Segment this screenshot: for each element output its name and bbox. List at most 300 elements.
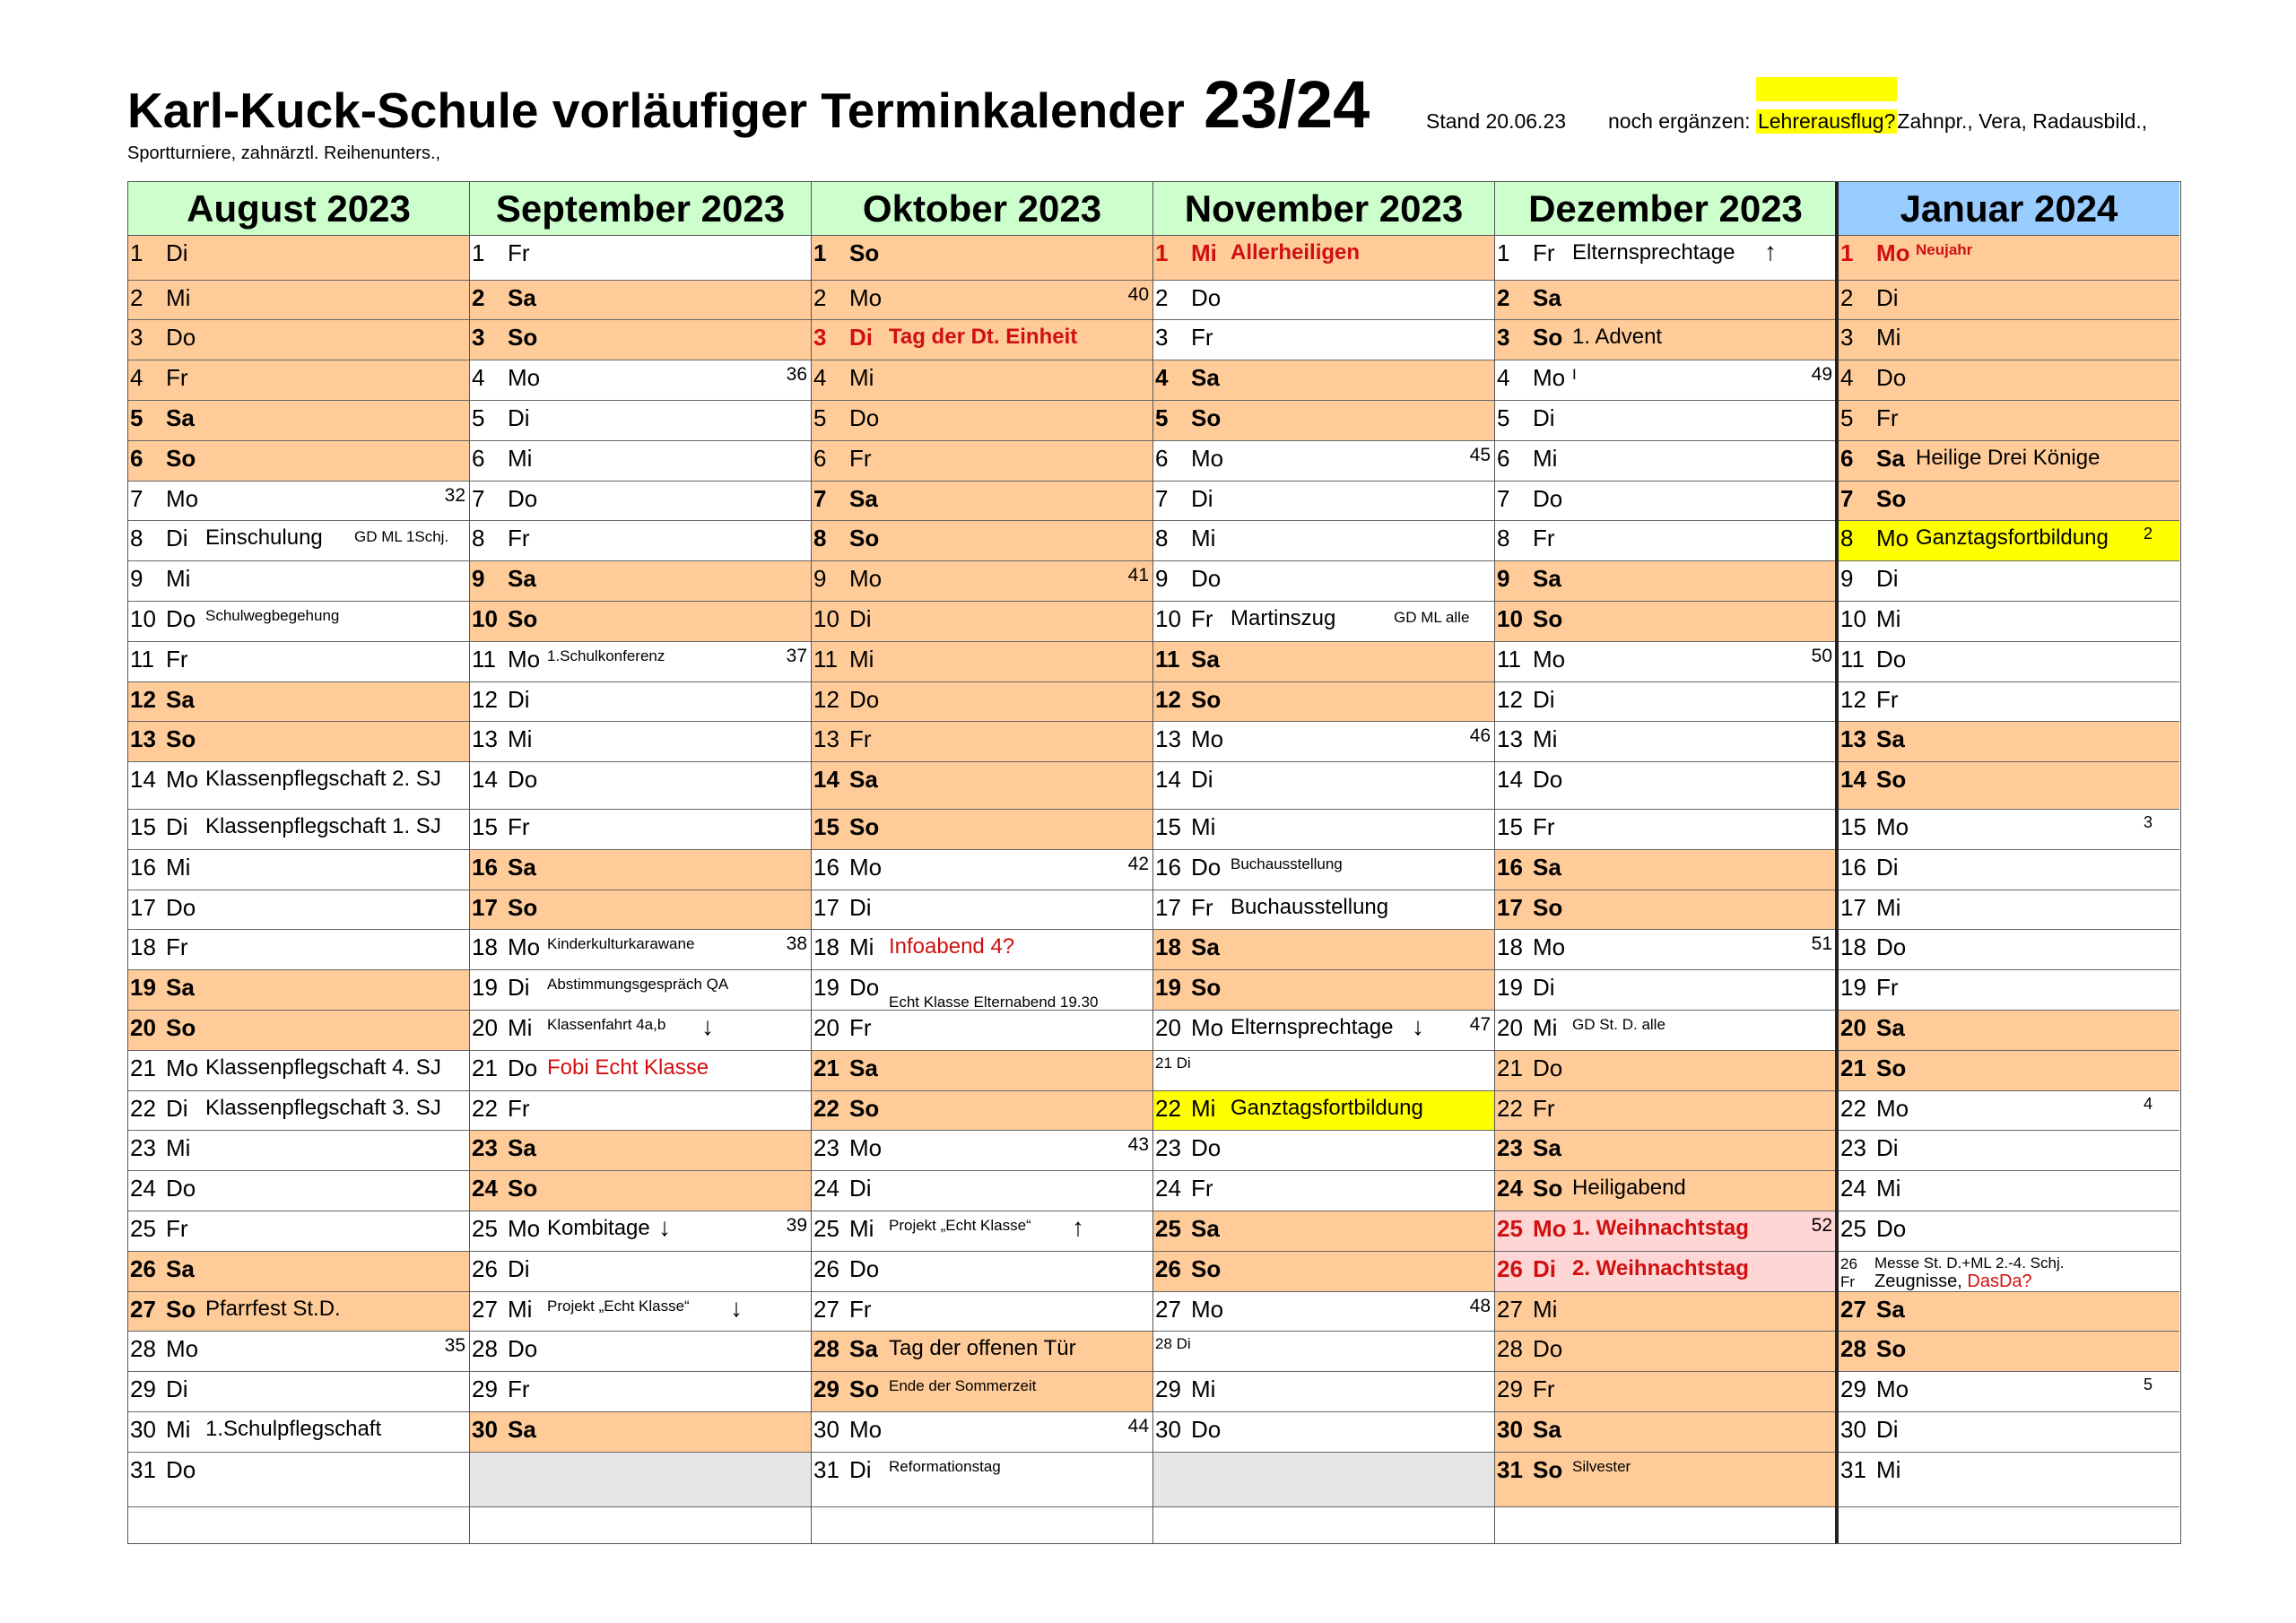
- day-number: 15: [130, 812, 156, 840]
- weekday-label: Fr: [1533, 525, 1555, 552]
- day-row: [1153, 1091, 1494, 1132]
- weekday-label: Di: [1876, 283, 1899, 311]
- day-number: 10: [813, 604, 839, 632]
- weekday-label: Mi: [1876, 893, 1901, 921]
- day-row: [128, 642, 469, 682]
- weekday-label: Mi: [1876, 324, 1901, 352]
- weekday-label: Do: [1191, 1134, 1222, 1162]
- day-row: [1495, 1412, 1836, 1453]
- day-row: [1153, 970, 1494, 1011]
- day-number: 24: [472, 1175, 498, 1202]
- day-row: [1495, 890, 1836, 931]
- weekday-label: So: [166, 725, 196, 753]
- day-number: 15: [472, 812, 498, 840]
- day-number: 13: [130, 725, 156, 753]
- page-title: [127, 67, 1370, 142]
- day-row: [1153, 401, 1494, 441]
- arrow-down-icon: ↓: [701, 1011, 714, 1040]
- weekday-label: Fr: [1191, 893, 1213, 921]
- event-text: Kinderkulturkarawane: [547, 935, 695, 953]
- day-number: 20: [1155, 1013, 1181, 1041]
- event-note: GD ML 1Schj.: [354, 528, 449, 546]
- day-number: 9: [1497, 565, 1510, 593]
- day-row: [1153, 1011, 1494, 1051]
- month-header: September 2023: [470, 182, 811, 236]
- day-row: [128, 236, 469, 281]
- day-row: [1839, 1372, 2179, 1412]
- event-text: Pfarrfest St.D.: [205, 1296, 341, 1321]
- day-row: [1153, 1332, 1494, 1372]
- day-number: 2: [472, 283, 485, 311]
- day-number: 20: [813, 1013, 839, 1041]
- day-number: 7: [130, 484, 144, 512]
- weekday-label: Di: [1533, 974, 1555, 1002]
- event-text: Einschulung: [205, 525, 323, 551]
- day-number: 8: [472, 525, 485, 552]
- calendar-week-number: 5: [2143, 1376, 2152, 1394]
- day-row: [812, 1372, 1152, 1412]
- weekday-label: Sa: [849, 1335, 878, 1363]
- weekday-label: Mo: [508, 364, 541, 392]
- day-number: 25: [1497, 1214, 1523, 1242]
- weekday-label: Fr: [849, 444, 872, 472]
- day-number: 14: [472, 766, 498, 794]
- weekday-label: Sa: [508, 1415, 536, 1443]
- day-row: [128, 1412, 469, 1453]
- weekday-label: Di: [1191, 766, 1213, 794]
- weekday-label: Mi: [1191, 239, 1217, 266]
- day-row: [1495, 1051, 1836, 1091]
- weekday-label: Di: [1533, 404, 1555, 431]
- weekday-label: Do: [849, 685, 880, 713]
- day-row: [1495, 1091, 1836, 1132]
- day-row: [1153, 360, 1494, 401]
- day-row: [1495, 1453, 1836, 1507]
- title-year: 23/24: [1204, 67, 1370, 142]
- calendar-week-number: 43: [1127, 1134, 1149, 1156]
- day-row: [1153, 320, 1494, 360]
- day-number: 26: [1840, 1254, 1857, 1272]
- title-text: Karl-Kuck-Schule vorläufiger Terminkalender: [127, 82, 1185, 138]
- weekday-label: Sa: [849, 1054, 878, 1081]
- weekday-label: Di: [1876, 1134, 1899, 1162]
- day-number: 9: [1155, 565, 1169, 593]
- weekday-label: Do: [508, 1054, 538, 1081]
- day-number: 20: [472, 1013, 498, 1041]
- todo-note-line2: Sportturniere, zahnärztl. Reihenunters.,: [127, 143, 441, 163]
- day-number: 29: [1155, 1376, 1181, 1403]
- event-text: Klassenpflegschaft 1. SJ: [205, 813, 441, 838]
- weekday-label: Mi: [1533, 1013, 1558, 1041]
- weekday-label: Mi: [1191, 1094, 1216, 1122]
- weekday-label: Di: [166, 525, 188, 552]
- weekday-label: Sa: [166, 1254, 195, 1282]
- day-number: 29: [1840, 1376, 1866, 1403]
- day-row: [1839, 1211, 2179, 1252]
- weekday-label: Mo: [166, 1335, 199, 1363]
- weekday-label: Do: [166, 324, 196, 352]
- day-row: [1495, 810, 1836, 850]
- day-number: 18: [813, 933, 839, 961]
- day-row: [470, 682, 811, 723]
- empty-cell: [1153, 1453, 1494, 1507]
- weekday-label: Do: [166, 893, 196, 921]
- day-row: [1839, 1412, 2179, 1453]
- day-row: [128, 602, 469, 642]
- day-row: [470, 320, 811, 360]
- todo-prefix: noch ergänzen:: [1608, 109, 1756, 133]
- day-row: [812, 1453, 1152, 1507]
- weekday-label: Do: [166, 1455, 196, 1483]
- month-header: Dezember 2023: [1495, 182, 1836, 236]
- day-number: 22: [813, 1094, 839, 1122]
- day-row: [128, 1252, 469, 1292]
- day-row: [470, 1332, 811, 1372]
- event-text: Klassenpflegschaft 4. SJ: [205, 1055, 441, 1080]
- weekday-label: Do: [508, 1335, 538, 1363]
- calendar-week-number: 42: [1127, 853, 1149, 874]
- weekday-label: Fr: [1533, 1376, 1555, 1403]
- day-row: [1839, 1091, 2179, 1132]
- day-row: [1153, 236, 1494, 281]
- day-row: [128, 1131, 469, 1171]
- event-text: Kombitage: [547, 1215, 650, 1240]
- day-row: [812, 521, 1152, 561]
- weekday-label: Do: [849, 974, 880, 1002]
- day-row: [1495, 1292, 1836, 1332]
- day-number: 2: [1155, 283, 1169, 311]
- day-row: [812, 642, 1152, 682]
- weekday-label: Do: [849, 1254, 880, 1282]
- weekday-label: Mi: [166, 853, 191, 881]
- calendar-week-number: 51: [1811, 933, 1832, 955]
- event-text: Tag der offenen Tür: [889, 1336, 1076, 1361]
- day-number: 19: [472, 974, 498, 1002]
- day-row: [812, 482, 1152, 522]
- day-number: 13: [1497, 725, 1523, 753]
- calendar-week-number: 44: [1127, 1415, 1149, 1436]
- day-number: 14: [813, 766, 839, 794]
- event-text: Reformationstag: [889, 1457, 1001, 1475]
- day-number: 25: [1155, 1214, 1181, 1242]
- day-row: [1153, 642, 1494, 682]
- calendar-grid: [127, 181, 2181, 1544]
- weekday-label: Do: [508, 766, 538, 794]
- day-row: [812, 682, 1152, 723]
- weekday-label: Mi: [1533, 444, 1558, 472]
- day-row: [470, 890, 811, 931]
- day-number: 16: [1497, 853, 1523, 881]
- weekday-label: Do: [166, 1175, 196, 1202]
- weekday-label: So: [1191, 974, 1222, 1002]
- day-row: [1495, 236, 1836, 281]
- day-number: 23: [472, 1134, 498, 1162]
- day-row: [812, 722, 1152, 762]
- event-text: Klassenfahrt 4a,b: [547, 1015, 666, 1033]
- weekday-label: Di: [1533, 685, 1555, 713]
- day-row: [1839, 236, 2179, 281]
- weekday-label: Mi: [166, 1415, 191, 1443]
- weekday-label: So: [1533, 1455, 1563, 1483]
- weekday-label: Sa: [1533, 283, 1561, 311]
- day-row: [1495, 762, 1836, 810]
- weekday-label: So: [1876, 1335, 1907, 1363]
- weekday-label: Sa: [849, 766, 878, 794]
- day-number: 5: [1497, 404, 1510, 431]
- day-number: 8: [1497, 525, 1510, 552]
- weekday-label: So: [1533, 893, 1563, 921]
- weekday-label: Mi: [849, 1214, 874, 1242]
- day-row: [1495, 1252, 1836, 1292]
- weekday-label: Do: [1876, 364, 1907, 392]
- weekday-label: Fr: [508, 1376, 530, 1403]
- weekday-label: Mi: [166, 565, 191, 593]
- day-row: [1495, 1332, 1836, 1372]
- day-number: 5: [1155, 404, 1169, 431]
- day-row: [470, 441, 811, 482]
- weekday-label: Mi: [1191, 1376, 1216, 1403]
- page-header: [0, 0, 2296, 179]
- day-row: [1153, 890, 1494, 931]
- day-number: 13: [813, 725, 839, 753]
- weekday-label: Mi: [508, 1013, 533, 1041]
- day-number: 10: [1497, 604, 1523, 632]
- todo-rest: Zahnpr., Vera, Radausbild.,: [1897, 109, 2148, 133]
- day-number: 11: [1497, 645, 1521, 673]
- event-note: I: [1572, 366, 1577, 384]
- weekday-label: Fr: [1191, 604, 1213, 632]
- day-number: 4: [1155, 364, 1169, 392]
- weekday-label: Mo: [166, 1054, 199, 1081]
- weekday-label: Fr: [1533, 812, 1555, 840]
- month-column: [1495, 182, 1837, 1543]
- day-row: [812, 762, 1152, 810]
- event-note: GD ML alle: [1394, 608, 1470, 626]
- weekday-label: Mo: [849, 1134, 883, 1162]
- weekday-label: Di: [508, 404, 530, 431]
- day-row: [470, 810, 811, 850]
- calendar-week-number: 41: [1127, 565, 1149, 586]
- day-row: [470, 1091, 811, 1132]
- event-text: Abstimmungsgespräch QA: [547, 976, 729, 994]
- weekday-label: Mo: [1876, 812, 1909, 840]
- day-row: [128, 1171, 469, 1211]
- weekday-label: Fr: [166, 933, 188, 961]
- day-row: [1495, 441, 1836, 482]
- weekday-label: Di: [508, 1254, 530, 1282]
- calendar-week-number: 3: [2143, 812, 2152, 831]
- day-number: 11: [813, 645, 838, 673]
- day-row: [470, 360, 811, 401]
- day-row: [128, 930, 469, 970]
- weekday-label: Fr: [1840, 1272, 1856, 1290]
- weekday-label: Di: [166, 812, 188, 840]
- day-number: 5: [1840, 404, 1854, 431]
- event-text: Silvester: [1572, 1457, 1631, 1475]
- calendar-week-number: 47: [1469, 1013, 1491, 1035]
- day-number: 22: [130, 1094, 156, 1122]
- day-number: 10: [130, 604, 156, 632]
- day-row: [1495, 281, 1836, 321]
- day-row: [1495, 642, 1836, 682]
- day-row: [128, 482, 469, 522]
- day-number: 26: [1497, 1254, 1523, 1282]
- day-row: [1495, 1372, 1836, 1412]
- event-text: Elternsprechtage: [1231, 1014, 1394, 1039]
- day-number: 11: [130, 645, 154, 673]
- day-row: [1495, 1011, 1836, 1051]
- day-row: [1153, 930, 1494, 970]
- day-number: 28: [1497, 1335, 1523, 1363]
- event-text: Buchausstellung: [1231, 855, 1343, 872]
- day-row: [470, 1131, 811, 1171]
- weekday-label: Mo: [849, 853, 883, 881]
- event-text: 2. Weihnachtstag: [1572, 1255, 1749, 1280]
- weekday-label: Mi: [166, 283, 191, 311]
- event-text: Infoabend 4?: [889, 934, 1015, 959]
- day-number: 8: [130, 525, 144, 552]
- weekday-label: So: [1876, 484, 1907, 512]
- day-number: 19: [1840, 974, 1866, 1002]
- day-number: 23: [1155, 1134, 1181, 1162]
- weekday-label: So: [849, 239, 880, 266]
- day-row: [128, 970, 469, 1011]
- day-number: 16: [1840, 853, 1866, 881]
- day-row: [1153, 561, 1494, 602]
- weekday-label: Do: [1533, 484, 1563, 512]
- weekday-label: Mi: [849, 645, 874, 673]
- day-number: 9: [472, 565, 485, 593]
- weekday-label: Mi: [1191, 525, 1216, 552]
- day-row: [1839, 482, 2179, 522]
- day-row: [470, 970, 811, 1011]
- weekday-label: Mo: [1876, 1376, 1909, 1403]
- day-row: [1839, 1011, 2179, 1051]
- calendar-week-number: 50: [1811, 645, 1832, 666]
- weekday-label: Mo: [1876, 239, 1910, 266]
- day-number: 8: [1155, 525, 1169, 552]
- weekday-label: Fr: [849, 1295, 872, 1323]
- weekday-label: Sa: [1876, 1013, 1905, 1041]
- day-row: [1153, 1211, 1494, 1252]
- weekday-label: So: [1191, 685, 1222, 713]
- day-number: 3: [130, 324, 144, 352]
- day-row: [1153, 1252, 1494, 1292]
- day-number: 14: [1155, 766, 1181, 794]
- weekday-label: Fr: [1533, 239, 1555, 266]
- event-text: Fobi Echt Klasse: [547, 1055, 709, 1080]
- weekday-label: Mo: [1191, 1295, 1224, 1323]
- weekday-label: Do: [1191, 565, 1222, 593]
- weekday-label: Mo: [508, 933, 541, 961]
- day-row: [1495, 561, 1836, 602]
- weekday-label: Fr: [1191, 1175, 1213, 1202]
- day-row: [1839, 722, 2179, 762]
- day-row: [1495, 602, 1836, 642]
- day-number: 21: [130, 1054, 156, 1081]
- day-row: [1153, 762, 1494, 810]
- day-number: 17: [1840, 893, 1866, 921]
- day-row: [812, 1332, 1152, 1372]
- day-number: 16: [1155, 853, 1181, 881]
- weekday-label: Di: [508, 685, 530, 713]
- day-row: [1153, 482, 1494, 522]
- day-row: [470, 281, 811, 321]
- event-text: Heiligabend: [1572, 1176, 1686, 1201]
- day-row: [1839, 320, 2179, 360]
- event-text: Allerheiligen: [1231, 240, 1361, 265]
- calendar-week-number: 4: [2143, 1094, 2152, 1113]
- weekday-label: Mo: [1533, 645, 1566, 673]
- day-row: [470, 930, 811, 970]
- day-row: [470, 850, 811, 890]
- day-number: 23: [130, 1134, 156, 1162]
- day-row: [1495, 930, 1836, 970]
- weekday-label: Mi: [1191, 812, 1216, 840]
- day-number: 31: [130, 1455, 156, 1483]
- weekday-label: Mo: [849, 283, 883, 311]
- weekday-label: Sa: [1876, 1295, 1905, 1323]
- day-number: 28: [130, 1335, 156, 1363]
- weekday-label: Mi: [508, 1295, 533, 1323]
- weekday-label: Mi: [1533, 1295, 1558, 1323]
- weekday-label: Do: [1191, 1415, 1222, 1443]
- day-row: [470, 1292, 811, 1332]
- weekday-label: Do: [1533, 766, 1563, 794]
- day-number: 26: [130, 1254, 156, 1282]
- weekday-label: Do: [1876, 1214, 1907, 1242]
- event-text: 1. Advent: [1572, 325, 1663, 350]
- weekday-label: Sa: [1533, 1415, 1561, 1443]
- day-row: [1839, 810, 2179, 850]
- day-number: 22: [472, 1094, 498, 1122]
- todo-note: [1608, 109, 2147, 134]
- day-number: 16: [813, 853, 839, 881]
- day-number: 24: [130, 1175, 156, 1202]
- day-number: 11: [1155, 645, 1180, 673]
- day-number: 31: [1840, 1455, 1866, 1483]
- weekday-label: So: [166, 1013, 196, 1041]
- day-number: 26: [472, 1254, 498, 1282]
- day-row: [812, 970, 1152, 1011]
- month-column: [470, 182, 812, 1543]
- calendar-week-number: 37: [786, 645, 807, 666]
- weekday-label: So: [849, 1376, 880, 1403]
- day-number: 4: [813, 364, 827, 392]
- day-number: 27: [130, 1295, 156, 1323]
- day-number: 31: [1497, 1455, 1523, 1483]
- day-row: [1153, 1051, 1494, 1091]
- day-number: 21: [472, 1054, 498, 1081]
- day-row: [1153, 1412, 1494, 1453]
- weekday-label: So: [849, 1094, 880, 1122]
- day-number: 30: [472, 1415, 498, 1443]
- weekday-label: Fr: [849, 725, 872, 753]
- day-row: [812, 1131, 1152, 1171]
- day-row: [1839, 762, 2179, 810]
- day-number: 23: [813, 1134, 839, 1162]
- weekday-label: Fr: [166, 364, 188, 392]
- day-number: 18: [1155, 933, 1181, 961]
- event-text: 1. Weihnachtstag: [1572, 1215, 1749, 1240]
- day-number: 6: [1155, 444, 1169, 472]
- weekday-label: Di: [166, 239, 188, 266]
- month-header: November 2023: [1153, 182, 1494, 236]
- day-row: [1839, 602, 2179, 642]
- event-text: Heilige Drei Könige: [1916, 445, 2100, 470]
- weekday-label: Mi: [1876, 604, 1901, 632]
- day-row: [128, 320, 469, 360]
